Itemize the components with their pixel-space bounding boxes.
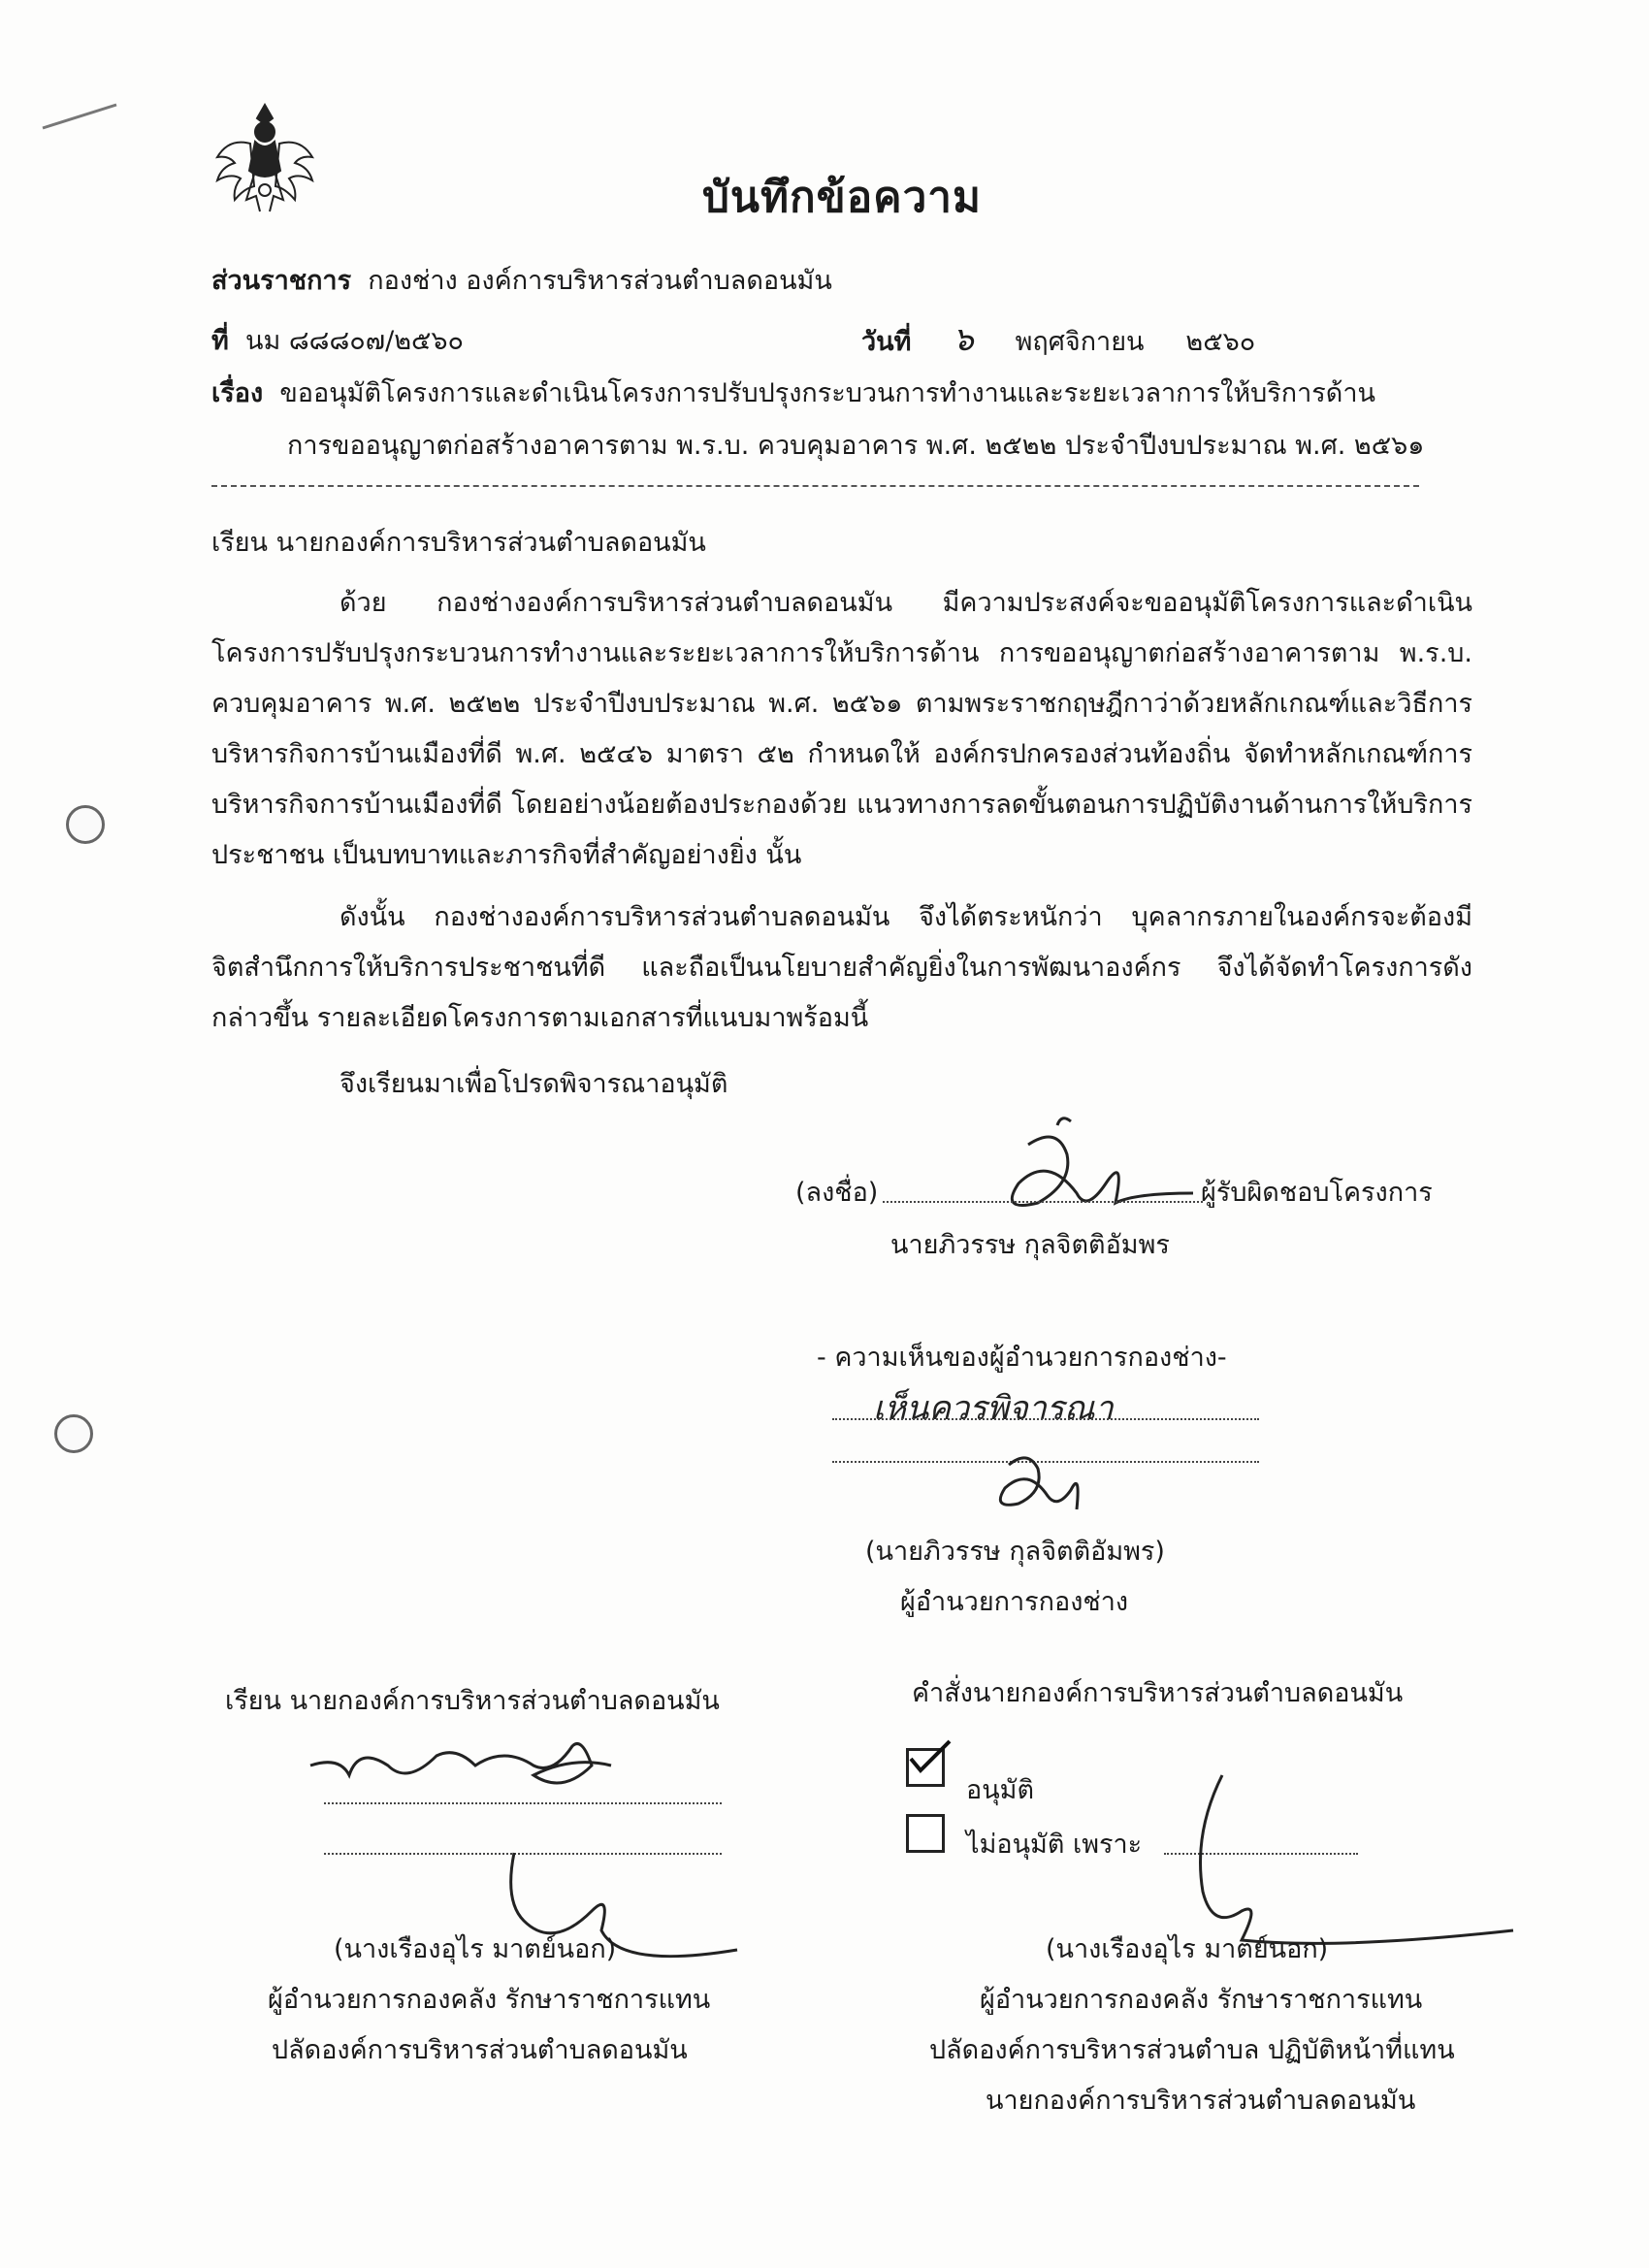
department-value: กองช่าง องค์การบริหารส่วนตำบลดอนมัน bbox=[368, 266, 832, 296]
reject-checkbox[interactable] bbox=[906, 1814, 945, 1853]
date-line bbox=[861, 320, 1255, 360]
opinion-handwritten: เห็นควรพิจารณา bbox=[873, 1389, 1114, 1428]
approve-label: อนุมัติ bbox=[966, 1775, 1035, 1805]
date-year: ๒๕๖๐ bbox=[1185, 327, 1256, 357]
finance-position-2: ปลัดองค์การบริหารส่วนตำบลดอนมัน bbox=[272, 2035, 688, 2065]
signature-1-icon bbox=[980, 1106, 1203, 1222]
signer-1-line bbox=[795, 1178, 878, 1209]
punch-hole bbox=[66, 805, 105, 844]
signature-3-icon bbox=[301, 1727, 708, 1824]
scan-mark bbox=[39, 97, 126, 136]
opinion-signer-position: ผู้อำนวยการกองช่าง bbox=[900, 1587, 1129, 1617]
garuda-emblem-icon bbox=[211, 97, 318, 223]
order-signer-name: (นางเรืองอุไร มาตย์นอก) bbox=[1046, 1934, 1329, 1964]
body-paragraph-2-text: ดังนั้น กองช่างองค์การบริหารส่วนตำบลดอนมัน จึงได้ตระหนักว่า บุคลากรภายในองค์กรจะต้องมีจิตสำนึกการให้บริการประชาชนที่ดี และถือเป็นนโยบายสำคัญยิ่งในการพัฒนาองค์กร จึงได้จัดทำโครงการดังกล่าวขึ้น รายละเอียดโครงการตามเอกสารที่แนบมาพร้อมนี้ bbox=[211, 902, 1472, 1033]
body-paragraph-1 bbox=[211, 578, 1472, 881]
signature-5-icon bbox=[1154, 1766, 1523, 1960]
reference-label: ที่ bbox=[211, 326, 229, 356]
body-paragraph-1-text: ด้วย กองช่างองค์การบริหารส่วนตำบลดอนมัน มีความประสงค์จะขออนุมัติโครงการและดำเนินโครงการปรับปรุงกระบวนการทำงานและระยะเวลาการให้บริการด้าน การขออนุญาตก่อสร้างอาคารตาม พ.ร.บ. ควบคุมอาคาร พ.ศ. ๒๕๒๒ ประจำปีงบประมาณ พ.ศ. ๒๕๖๑ ตามพระราชกฤษฎีกาว่าด้วยหลักเกณฑ์และวิธีการบริหารกิจการบ้านเมืองที่ดี พ.ศ. ๒๕๔๖ มาตรา ๕๒ กำหนดให้ องค์กรปกครองส่วนท้องถิ่น จัดทำหลักเกณฑ์การบริหารกิจการบ้านเมืองที่ดี โดยอย่างน้อยต้องประกองด้วย แนวทางการลดขั้นตอนการปฏิบัติงานด้านการให้บริการประชาชน เป็นบทบาทและภารกิจที่สำคัญอย่างยิ่ง นั้น bbox=[211, 588, 1472, 870]
reference-line bbox=[211, 326, 464, 357]
signer-1-name: นายภิวรรษ กุลจิตติอัมพร bbox=[890, 1230, 1170, 1260]
memo-title: บันทึกข้อความ bbox=[702, 173, 983, 222]
signature-2-icon bbox=[970, 1445, 1116, 1523]
order-heading: คำสั่งนายกองค์การบริหารส่วนตำบลดอนมัน bbox=[912, 1678, 1404, 1708]
punch-hole bbox=[54, 1414, 93, 1453]
finance-salutation: เรียน นายกองค์การบริหารส่วนตำบลดอนมัน bbox=[225, 1686, 720, 1716]
sign-prefix: (ลงชื่อ) bbox=[795, 1178, 879, 1208]
subject-line-1 bbox=[211, 378, 1375, 409]
date-month: พฤศจิกายน bbox=[1015, 327, 1145, 357]
opinion-dotline-1 bbox=[832, 1418, 1259, 1420]
finance-dotline-1 bbox=[324, 1802, 722, 1804]
reject-label: ไม่อนุมัติ เพราะ bbox=[966, 1830, 1143, 1860]
sign-suffix: ผู้รับผิดชอบโครงการ bbox=[1201, 1178, 1433, 1208]
header-divider bbox=[211, 485, 1419, 487]
opinion-heading: - ความเห็นของผู้อำนวยการกองช่าง- bbox=[817, 1343, 1227, 1373]
department-label: ส่วนราชการ bbox=[211, 266, 352, 296]
closing-line: จึงเรียนมาเพื่อโปรดพิจารณาอนุมัติ bbox=[340, 1069, 728, 1099]
finance-position-1: ผู้อำนวยการกองคลัง รักษาราชการแทน bbox=[268, 1985, 711, 2015]
finance-signer-name: (นางเรืองอุไร มาตย์นอก) bbox=[334, 1934, 617, 1964]
subject-text-1: ขออนุมัติโครงการและดำเนินโครงการปรับปรุงกระบวนการทำงานและระยะเวลาการให้บริการด้าน bbox=[279, 378, 1375, 408]
date-label: วันที่ bbox=[861, 327, 912, 357]
approve-checkbox[interactable] bbox=[906, 1748, 945, 1787]
body-paragraph-2 bbox=[211, 892, 1472, 1044]
checkmark-icon bbox=[905, 1737, 963, 1776]
order-position-2: ปลัดองค์การบริหารส่วนตำบล ปฏิบัติหน้าที่แทน bbox=[929, 2035, 1455, 2065]
order-position-3: นายกองค์การบริหารส่วนตำบลดอนมัน bbox=[986, 2086, 1416, 2116]
opinion-signer-name: (นายภิวรรษ กุลจิตติอัมพร) bbox=[865, 1537, 1165, 1567]
date-day: ๖ bbox=[953, 320, 974, 359]
reference-value: นม ๘๘๘๐๗/๒๕๖๐ bbox=[244, 326, 465, 356]
subject-text-2: การขออนุญาตก่อสร้างอาคารตาม พ.ร.บ. ควบคุมอาคาร พ.ศ. ๒๕๒๒ ประจำปีงบประมาณ พ.ศ. ๒๕๖๑ bbox=[287, 431, 1425, 461]
subject-label: เรื่อง bbox=[211, 378, 264, 408]
order-position-1: ผู้อำนวยการกองคลัง รักษาราชการแทน bbox=[980, 1985, 1423, 2015]
signature-dotline bbox=[883, 1201, 1203, 1203]
department-line bbox=[211, 266, 832, 297]
salutation: เรียน นายกองค์การบริหารส่วนตำบลดอนมัน bbox=[211, 528, 706, 558]
